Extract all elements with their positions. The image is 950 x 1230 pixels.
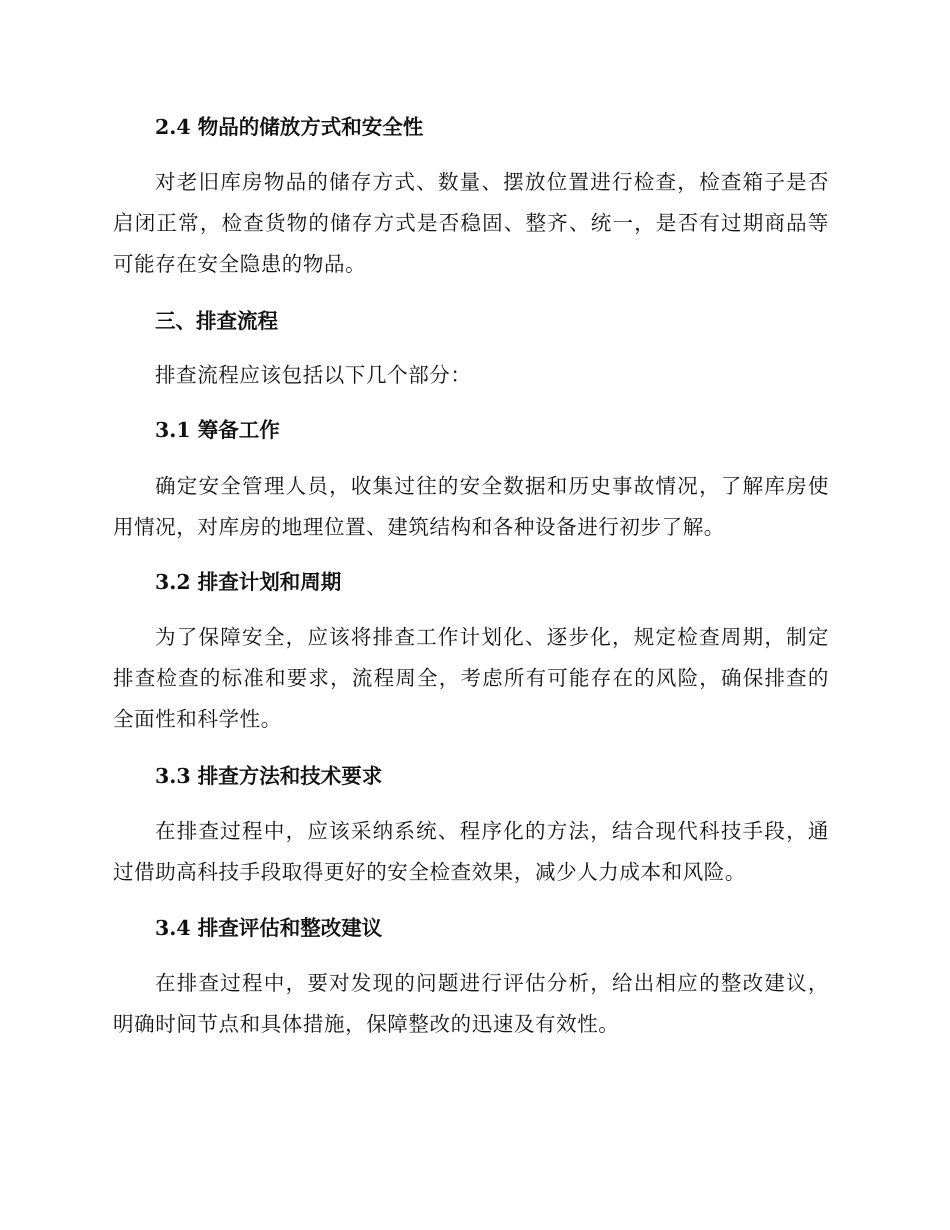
section-paragraph-3-4: 在排查过程中，要对发现的问题进行评估分析，给出相应的整改建议，明确时间节点和具体措施，保障整改的迅速及有效性。 bbox=[113, 971, 829, 1036]
section-paragraph-3: 排查流程应该包括以下几个部分： bbox=[155, 363, 472, 387]
section-paragraph-2-4: 对老旧库房物品的储存方式、数量、摆放位置进行检查，检查箱子是否启闭正常，检查货物的储存方式是否稳固、整齐、统一，是否有过期商品等可能存在安全隐患的物品。 bbox=[113, 170, 829, 276]
section-heading-3-1: 3.1 筹备工作 bbox=[155, 418, 280, 442]
section-heading-3-4: 3.4 排查评估和整改建议 bbox=[155, 916, 383, 940]
section-paragraph-3-1: 确定安全管理人员，收集过往的安全数据和历史事故情况，了解库房使用情况，对库房的地理位置、建筑结构和各种设备进行初步了解。 bbox=[113, 474, 829, 539]
section-heading-3: 三、排查流程 bbox=[155, 309, 278, 333]
section-heading-2-4: 2.4 物品的储放方式和安全性 bbox=[155, 115, 424, 139]
section-paragraph-3-2: 为了保障安全，应该将排查工作计划化、逐步化，规定检查周期，制定排查检查的标准和要求，流程周全，考虑所有可能存在的风险，确保排查的全面性和科学性。 bbox=[113, 625, 829, 731]
section-paragraph-3-3: 在排查过程中，应该采纳系统、程序化的方法，结合现代科技手段，通过借助高科技手段取得更好的安全检查效果，减少人力成本和风险。 bbox=[113, 819, 829, 884]
section-heading-3-2: 3.2 排查计划和周期 bbox=[155, 570, 342, 594]
section-heading-3-3: 3.3 排查方法和技术要求 bbox=[155, 764, 383, 788]
